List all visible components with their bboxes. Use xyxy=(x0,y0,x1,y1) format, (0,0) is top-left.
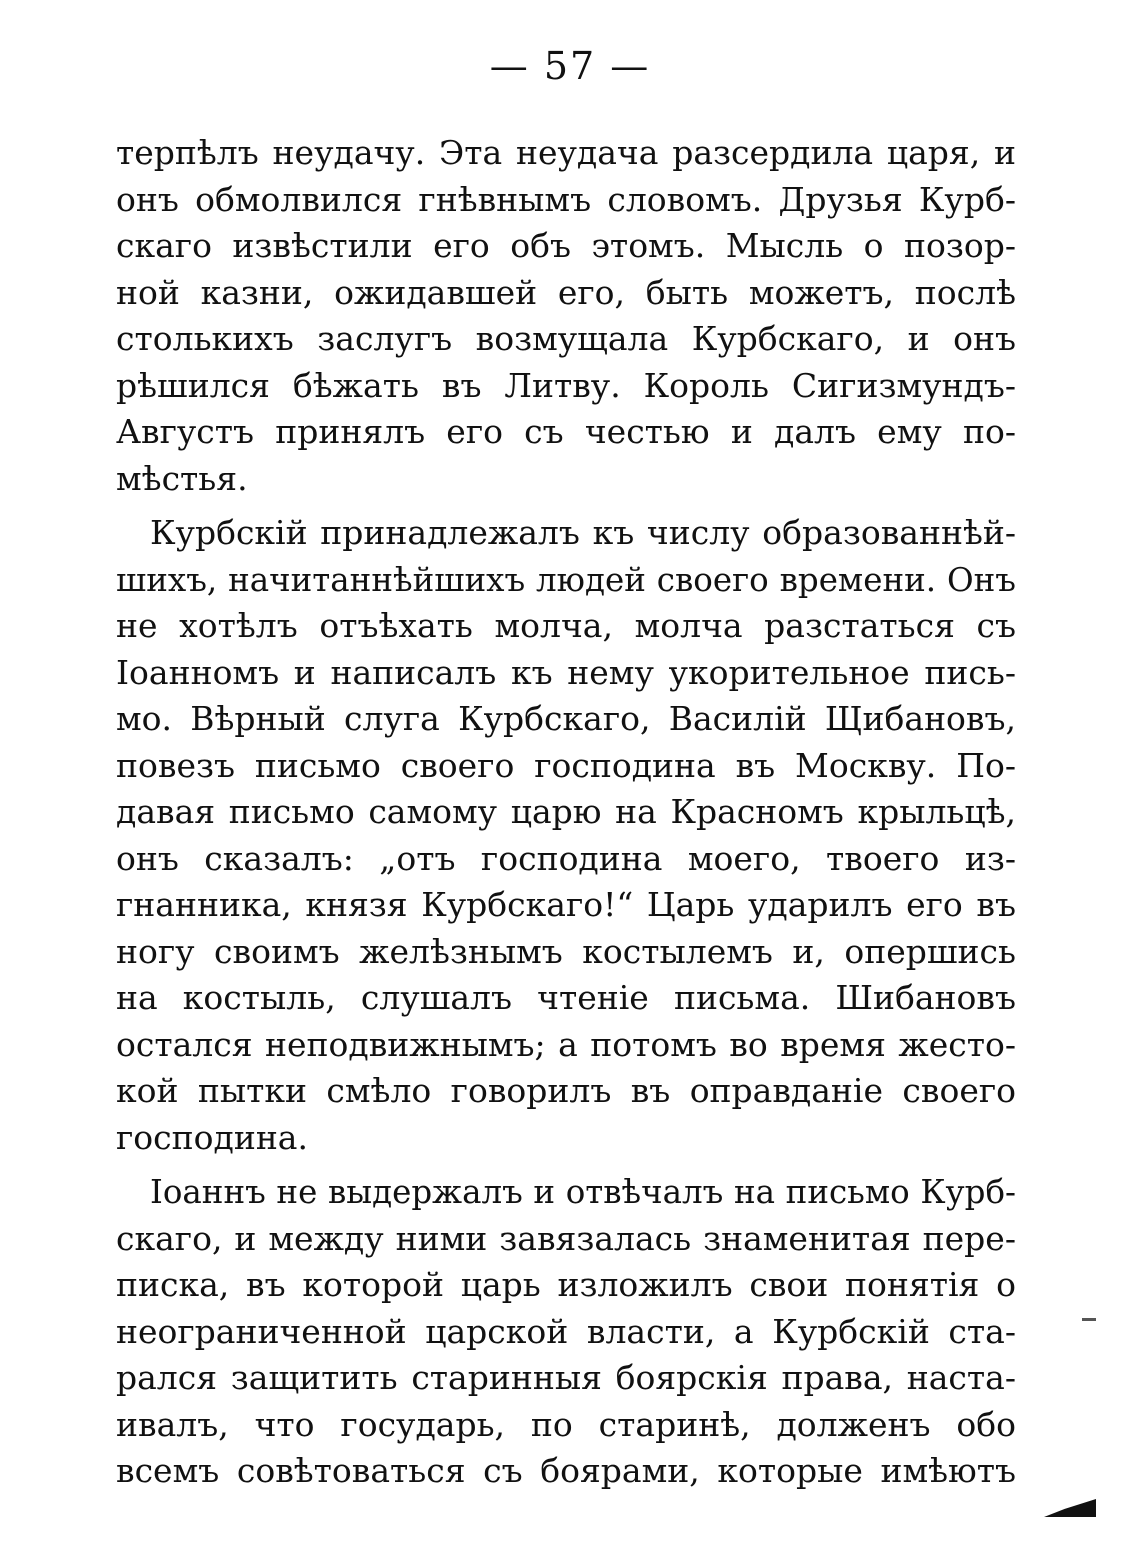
text-line: рѣшился бѣжать въ Литву. Король Сигизмундъ- xyxy=(116,366,1016,405)
text-line: ивалъ, что государь, по старинѣ, долженъ обо xyxy=(116,1405,1016,1444)
text-line: столькихъ заслугъ возмущала Курбскаго, и онъ xyxy=(116,319,1016,358)
text-line: скаго, и между ними завязалась знаменитая пере- xyxy=(116,1219,1016,1258)
text-line: остался неподвижнымъ; а потомъ во время жесто- xyxy=(116,1025,1016,1064)
text-line: терпѣлъ неудачу. Эта неудача разсердила царя, и xyxy=(116,133,1016,172)
text-line: ной казни, ожидавшей его, быть можетъ, послѣ xyxy=(116,273,1016,312)
text-line: Августъ принялъ его съ честью и далъ ему по- xyxy=(116,412,1016,451)
text-line: Іоанномъ и написалъ къ нему укорительное пись- xyxy=(116,653,1016,692)
text-line: мѣстья. xyxy=(116,459,248,498)
text-line: не хотѣлъ отъѣхать молча, молча разстаться съ xyxy=(116,606,1016,645)
margin-mark xyxy=(1082,1318,1096,1321)
text-line: на костыль, слушалъ чтеніе письма. Шибановъ xyxy=(116,978,1016,1017)
text-line: мо. Вѣрный слуга Курбскаго, Василій Щибановъ, xyxy=(116,699,1016,738)
text-line: всемъ совѣтоваться съ боярами, которые имѣютъ xyxy=(116,1451,1016,1490)
text-line: давая письмо самому царю на Красномъ крыльцѣ, xyxy=(116,792,1016,831)
text-line: кой пытки смѣло говорилъ въ оправданіе своего xyxy=(116,1071,1016,1110)
text-line: шихъ, начитаннѣйшихъ людей своего времени. Онъ xyxy=(116,561,1016,599)
text-line: повезъ письмо своего господина въ Москву. По- xyxy=(116,746,1016,785)
text-line: гнанника, князя Курбскаго!“ Царь ударилъ его въ xyxy=(116,885,1016,924)
text-line: онъ обмолвился гнѣвнымъ словомъ. Друзья Курб- xyxy=(116,180,1016,219)
page-number: — 57 — xyxy=(489,44,651,88)
text-line: Курбскій принадлежалъ къ числу образованнѣй- xyxy=(150,513,1016,552)
text-line: Іоаннъ не выдержалъ и отвѣчалъ на письмо Курб- xyxy=(150,1173,1016,1211)
text-line: господина. xyxy=(116,1118,308,1157)
text-line: неограниченной царской власти, а Курбскій ста- xyxy=(116,1312,1016,1351)
text-line: писка, въ которой царь изложилъ свои понятія о xyxy=(116,1265,1016,1304)
text-line: скаго извѣстили его объ этомъ. Мысль о позор- xyxy=(116,226,1016,265)
text-line: онъ сказалъ: „отъ господина моего, твоего из- xyxy=(116,839,1016,878)
text-line: рался защитить старинныя боярскія права, наста- xyxy=(116,1358,1016,1397)
ink-speck xyxy=(1044,1499,1096,1517)
text-line: ногу своимъ желѣзнымъ костылемъ и, опершись xyxy=(116,932,1016,971)
